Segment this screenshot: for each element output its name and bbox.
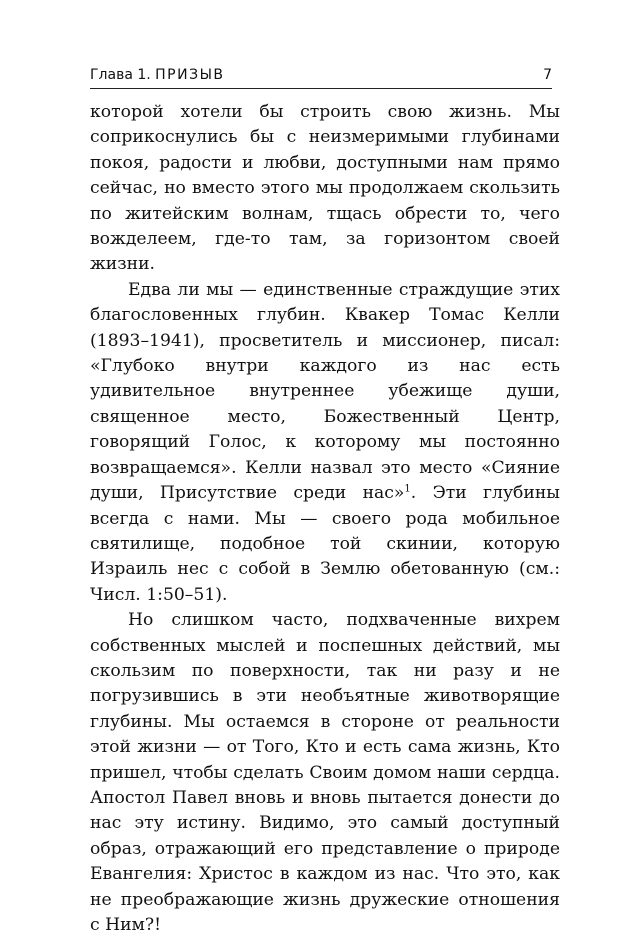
- paragraph-text: Едва ли мы — единственные страждущие этих благословенных глубин. Квакер Томас Келли (1893–1941), просветитель и миссионер, писал: «Глубоко внутри каждого из нас есть удивительное внутреннее убежище души, священное место, Божественный Центр, говорящий Голос, к которому мы постоянно возвращаемся». Келли назвал это место «Сияние души, Присутствие среди нас»: [90, 279, 560, 504]
- running-head: [90, 66, 225, 84]
- running-header: [90, 66, 552, 89]
- chapter-label: Глава 1.: [90, 67, 151, 83]
- body-text: [90, 100, 560, 938]
- paragraph-text: . Эти глубины всегда с нами. Мы — своего рода мобильное святилище, подобное той скинии, которую Израиль нес с собой в Землю обетованную (см.: Числ. 1:50–51).: [90, 483, 560, 605]
- footnote-reference: 1: [404, 483, 411, 495]
- page-number: 7: [543, 67, 552, 83]
- chapter-name: ПРИЗЫВ: [155, 67, 225, 83]
- paragraph: Но слишком часто, подхваченные вихрем собственных мыслей и поспешных действий, мы скользим по поверхности, так ни разу и не погрузившись в эти необъятные животворящие глубины. Мы остаемся в стороне от реальности этой жизни — от Того, Кто и есть сама жизнь, Кто пришел, чтобы сделать Своим домом наши сердца. Апостол Павел вновь и вновь пытается донести до нас эту истину. Видимо, это самый доступный образ, отражающий его представление о природе Евангелия: Христос в каждом из нас. Что это, как не преображающие жизнь дружеские отношения с Ним?!: [90, 610, 560, 935]
- paragraph: которой хотели бы строить свою жизнь. Мы соприкоснулись бы с неизмеримыми глубинами покоя, радости и любви, доступными нам прямо сейчас, но вместо этого мы продолжаем скользить по житейским волнам, тщась обрести то, чего вожделеем, где-то там, за горизонтом своей жизни.: [90, 102, 560, 275]
- paragraph: [90, 278, 560, 608]
